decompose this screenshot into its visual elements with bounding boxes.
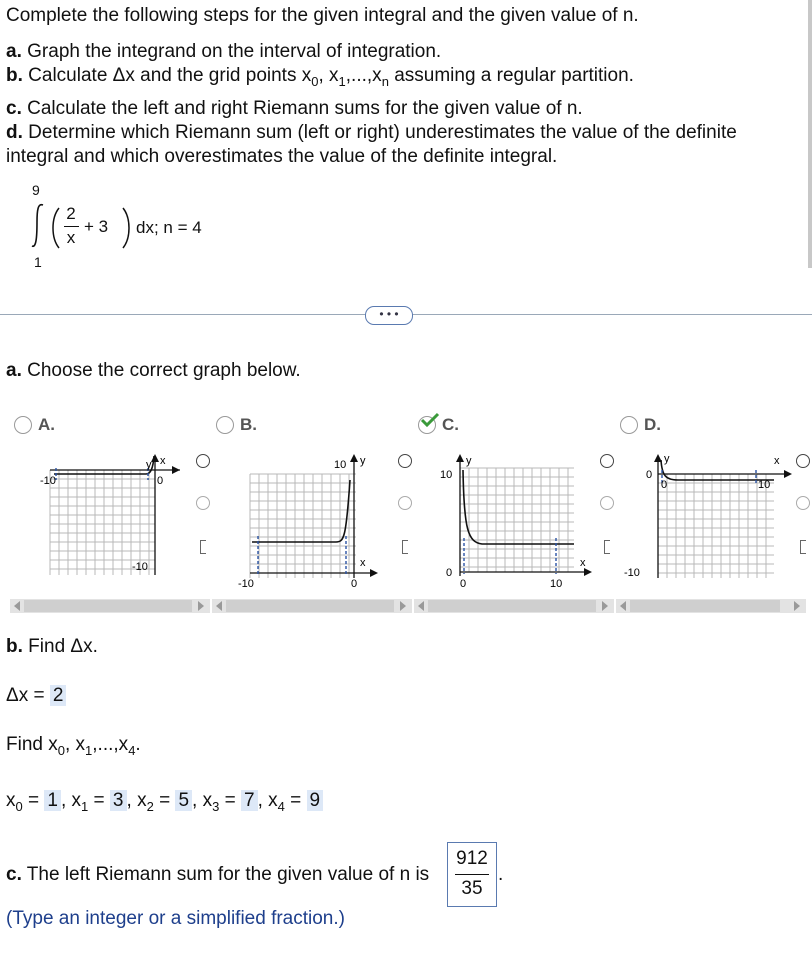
- right-paren-icon: [120, 206, 134, 250]
- graph-a-label-c: -10: [132, 561, 148, 573]
- x0-answer[interactable]: 1: [44, 790, 61, 811]
- step-b: b. Calculate Δx and the grid points $x_0$, $x_1,...,x_n$ assuming a regular partition.: [6, 65, 634, 89]
- grid-points-prompt: Find $x_0$, $x_1,...,x_4$.: [6, 734, 141, 758]
- scroll-thumb[interactable]: [630, 600, 780, 612]
- answer-hint: (Type an integer or a simplified fraction.): [6, 908, 345, 929]
- zoom-out-icon[interactable]: [796, 496, 810, 510]
- fraction-numerator: 2: [66, 204, 76, 223]
- part-b-prompt: b. Find Δx.: [6, 636, 98, 657]
- x1-answer[interactable]: 3: [110, 790, 127, 811]
- zoom-out-icon[interactable]: [196, 496, 210, 510]
- period: .: [498, 864, 504, 885]
- graph-d-label-a: 0: [646, 469, 653, 481]
- fullscreen-icon[interactable]: [200, 540, 206, 554]
- part-a-prompt: a. Choose the correct graph below.: [6, 360, 301, 381]
- part-c-prompt: c. The left Riemann sum for the given value of n is: [6, 864, 430, 885]
- more-button[interactable]: • • •: [365, 306, 413, 325]
- option-c-scrollbar[interactable]: [414, 599, 614, 613]
- dx-answer[interactable]: 2: [50, 685, 67, 706]
- scroll-left-icon[interactable]: [620, 601, 626, 611]
- x2-answer[interactable]: 5: [175, 790, 192, 811]
- graph-c-x-label: x: [580, 557, 586, 569]
- graph-d-label-c: 10: [758, 479, 771, 491]
- scroll-thumb[interactable]: [24, 600, 192, 612]
- option-a-radio[interactable]: [14, 416, 32, 434]
- graph-b-x-label: x: [360, 557, 366, 569]
- integral-expression: [30, 180, 270, 276]
- option-b[interactable]: [212, 412, 412, 592]
- scroll-right-icon[interactable]: [198, 601, 204, 611]
- left-sum-denominator: 35: [461, 878, 483, 899]
- step-a: a. Graph the integrand on the interval of integration.: [6, 41, 442, 62]
- graph-c-label-d: 10: [550, 578, 563, 590]
- option-b-scrollbar[interactable]: [212, 599, 412, 613]
- graph-a-label-a: -10: [40, 475, 56, 487]
- option-d[interactable]: [616, 412, 812, 592]
- scroll-right-icon[interactable]: [794, 601, 800, 611]
- left-sum-answer[interactable]: [447, 842, 497, 907]
- option-d-letter: D.: [644, 415, 661, 434]
- option-a-scrollbar[interactable]: [10, 599, 210, 613]
- upper-limit: 9: [32, 182, 40, 198]
- fullscreen-icon[interactable]: [604, 540, 610, 554]
- scroll-left-icon[interactable]: [418, 601, 424, 611]
- zoom-in-icon[interactable]: [398, 454, 412, 468]
- scroll-thumb[interactable]: [428, 600, 596, 612]
- graph-c-label-c: 0: [460, 578, 467, 590]
- option-c-letter: C.: [442, 415, 459, 434]
- left-sum-numerator: 912: [456, 848, 488, 869]
- graph-d: [624, 450, 794, 590]
- graph-c-y-label: y: [466, 455, 472, 467]
- option-d-scrollbar[interactable]: [616, 599, 806, 613]
- integral-tail: dx; n = 4: [136, 218, 202, 237]
- graph-b-label-a: 10: [334, 459, 347, 471]
- checkmark-icon: [420, 412, 440, 428]
- option-b-radio[interactable]: [216, 416, 234, 434]
- option-b-letter: B.: [240, 415, 257, 434]
- graph-d-y-label: y: [664, 453, 670, 465]
- integral-sign-icon: [30, 202, 46, 250]
- zoom-in-icon[interactable]: [196, 454, 210, 468]
- zoom-out-icon[interactable]: [398, 496, 412, 510]
- graph-a-y-label: y: [146, 459, 152, 471]
- graph-d-label-d: -10: [624, 567, 640, 579]
- graph-b: [236, 450, 386, 590]
- x3-answer[interactable]: 7: [241, 790, 258, 811]
- step-d: d. Determine which Riemann sum (left or right) underestimates the value of the definite: [6, 122, 737, 143]
- scroll-left-icon[interactable]: [216, 601, 222, 611]
- scroll-thumb[interactable]: [226, 600, 394, 612]
- graph-a: [40, 450, 180, 590]
- graph-b-y-label: y: [360, 455, 366, 467]
- step-d-line2: integral and which overestimates the value of the definite integral.: [6, 146, 558, 167]
- zoom-out-icon[interactable]: [600, 496, 614, 510]
- graph-a-x-label: x: [160, 455, 166, 467]
- intro-text: Complete the following steps for the given integral and the given value of n.: [6, 5, 639, 26]
- graph-d-x-label: x: [774, 455, 780, 467]
- graph-d-label-b: 0: [661, 479, 668, 491]
- option-a-letter: A.: [38, 415, 55, 434]
- graph-a-label-b: 0: [157, 475, 164, 487]
- step-c: c. Calculate the left and right Riemann sums for the given value of n.: [6, 98, 583, 119]
- lower-limit: 1: [34, 254, 42, 270]
- graph-b-label-b: 0: [351, 578, 358, 590]
- zoom-in-icon[interactable]: [796, 454, 810, 468]
- fraction-bar: [64, 226, 79, 227]
- vertical-scrollbar[interactable]: [808, 0, 812, 268]
- option-a[interactable]: [10, 412, 210, 592]
- graph-b-label-c: -10: [238, 578, 254, 590]
- grid-points-answers: $x_0 = 1$ , $x_1 = 3$ , $x_2 = 5$ , $x_3 = 7$ , $x_4 = 9$: [6, 790, 323, 812]
- zoom-in-icon[interactable]: [600, 454, 614, 468]
- fraction-denominator: x: [66, 228, 76, 247]
- graph-c-label-a: 10: [440, 469, 453, 481]
- fullscreen-icon[interactable]: [402, 540, 408, 554]
- scroll-left-icon[interactable]: [14, 601, 20, 611]
- option-c[interactable]: [414, 412, 614, 592]
- x4-answer[interactable]: 9: [307, 790, 324, 811]
- scroll-right-icon[interactable]: [400, 601, 406, 611]
- plus-term: + 3: [84, 217, 109, 236]
- graph-c: [424, 450, 594, 590]
- left-sum-fraction-bar: [455, 874, 489, 875]
- dx-answer-row: Δx = 2: [6, 685, 66, 707]
- fullscreen-icon[interactable]: [800, 540, 806, 554]
- scroll-right-icon[interactable]: [602, 601, 608, 611]
- left-paren-icon: [48, 206, 62, 250]
- option-d-radio[interactable]: [620, 416, 638, 434]
- graph-c-label-b: 0: [446, 567, 453, 579]
